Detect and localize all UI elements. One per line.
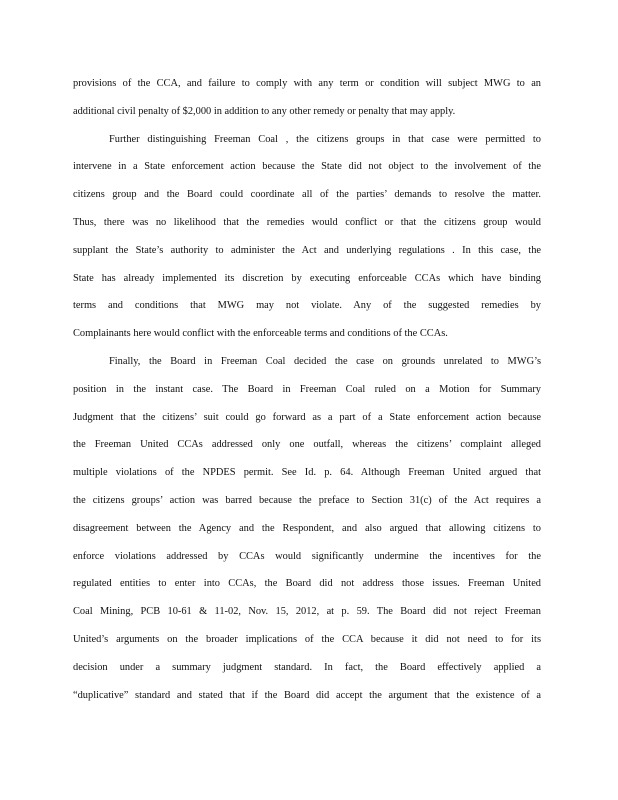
text-line: terms and conditions that MWG may not violate. Any of the suggested remedies by [73,300,541,312]
text-line: multiple violations of the NPDES permit. See Id. p. 64. Although Freeman United argued that [73,467,541,479]
text-line: Coal Mining, PCB 10-61 & 11-02, Nov. 15, 2012, at p. 59. The Board did not reject Freeman [73,606,541,618]
text-line: decision under a summary judgment standard. In fact, the Board effectively applied a [73,661,541,673]
text-line: the Freeman United CCAs addressed only one outfall, whereas the citizens’ complaint alleged [73,439,541,451]
text-line: disagreement between the Agency and the Respondent, and also argued that allowing citizens to [73,522,541,534]
text-line: Judgment that the citizens’ suit could go forward as a part of a State enforcement action because [73,411,541,423]
text-line: supplant the State’s authority to administer the Act and underlying regulations . In this case, the [73,244,541,256]
text-line: provisions of the CCA, and failure to comply with any term or condition will subject MWG to an [73,78,541,89]
text-line: additional civil penalty of $2,000 in addition to any other remedy or penalty that may apply. [73,105,456,117]
text-line: position in the instant case. The Board in Freeman Coal ruled on a Motion for Summary [73,383,541,395]
text-line: Complainants here would conflict with the enforceable terms and conditions of the CCAs. [73,328,448,340]
text-line: citizens group and the Board could coordinate all of the parties’ demands to resolve the matter. [73,189,541,201]
text-line: enforce violations addressed by CCAs would significantly undermine the incentives for the [73,550,541,562]
text-line: State has already implemented its discretion by executing enforceable CCAs which have binding [73,272,541,284]
text-line: the citizens groups’ action was barred because the preface to Section 31(c) of the Act requires a [73,494,541,506]
text-line: “duplicative” standard and stated that if the Board did accept the argument that the existence of a [73,689,541,701]
text-line: intervene in a State enforcement action because the State did not object to the involvement of the [73,161,541,173]
text-line: Thus, there was no likelihood that the remedies would conflict or that the citizens group would [73,216,541,228]
text-line: Further distinguishing Freeman Coal , the citizens groups in that case were permitted to [109,133,541,145]
body-text [73,70,541,709]
text-line: regulated entities to enter into CCAs, the Board did not address those issues. Freeman United [73,578,541,590]
text-line: United’s arguments on the broader implications of the CCA because it did not need to for its [73,633,541,645]
text-line: Finally, the Board in Freeman Coal decided the case on grounds unrelated to MWG’s [109,355,541,367]
